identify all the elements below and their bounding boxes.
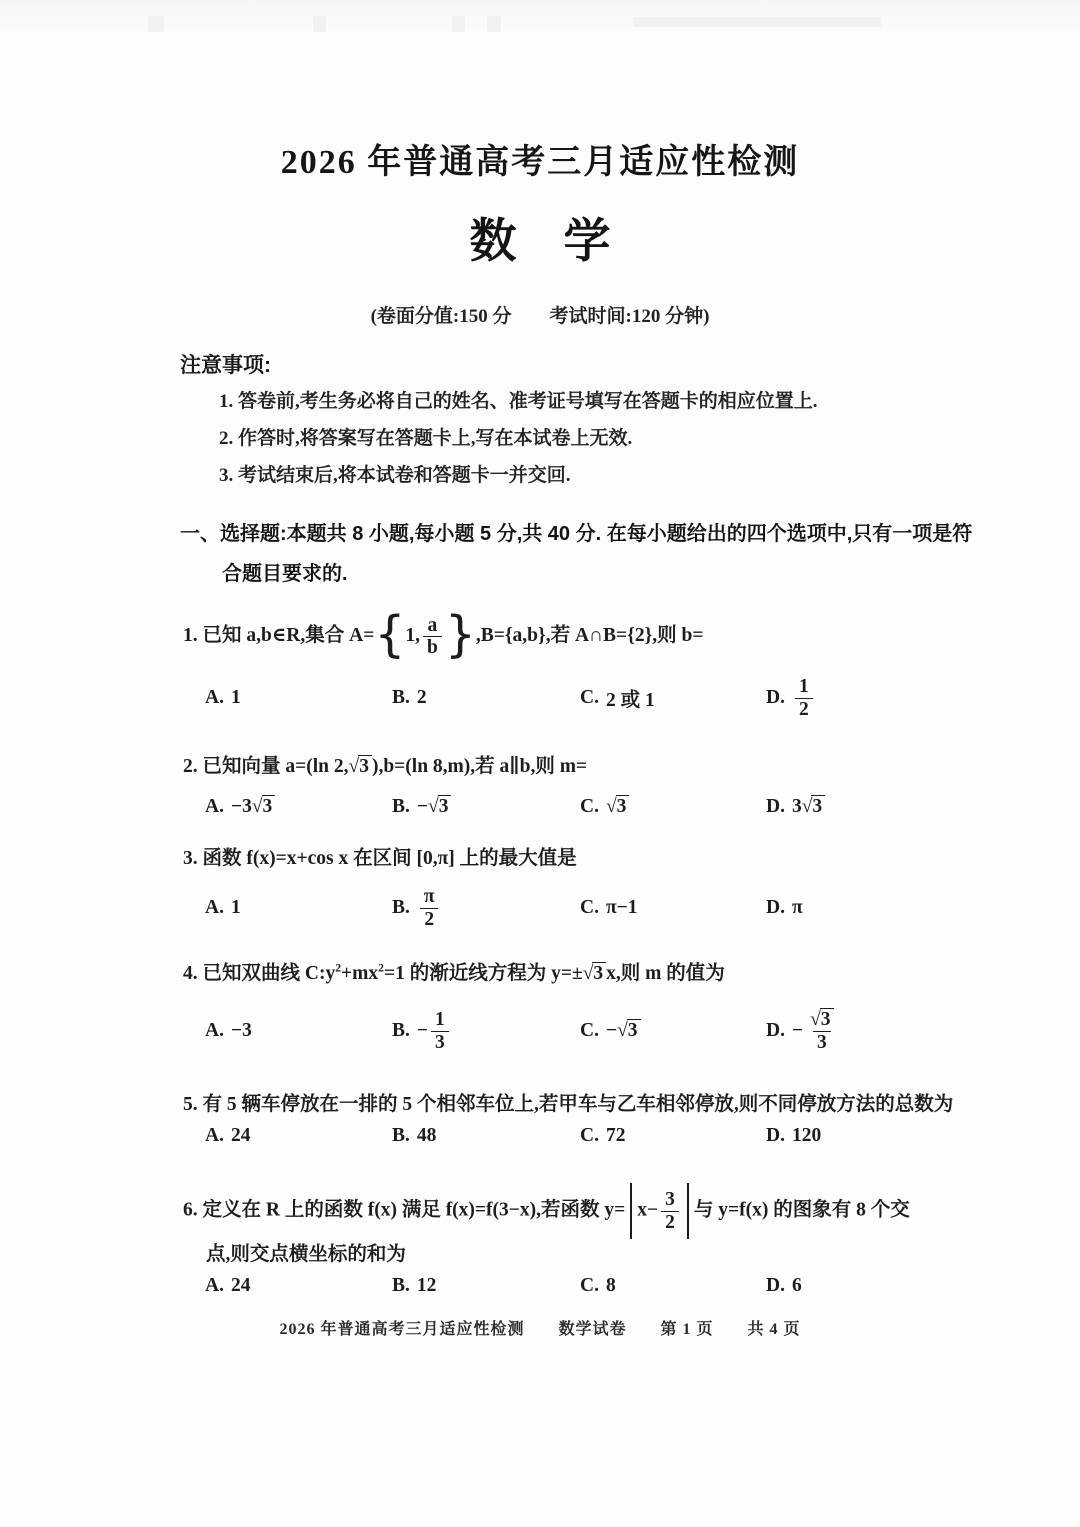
- q6-text: 点,则交点横坐标的和为: [206, 1244, 406, 1265]
- fraction: $\frac{a}{b}$: [423, 615, 442, 658]
- q2-option-a: A. −3 √3: [205, 795, 392, 819]
- fraction: $\frac{1}{2}$: [795, 676, 813, 719]
- q5-option-c: C. 72: [580, 1125, 626, 1146]
- q3-text: 3. 函数 f(x)=x+cos x 在区间 [0,π] 上的最大值是: [183, 848, 577, 869]
- page-footer: 2026 年普通高考三月适应性检测 数学试卷 第 1 页 共 4 页: [279, 1321, 801, 1338]
- q5-text: 5. 有 5 辆车停放在一排的 5 个相邻车位上,若甲车与乙车相邻停放,则不同停放方法的总数为: [183, 1094, 954, 1115]
- question-3-stem: [183, 842, 1050, 870]
- question-4-options: [183, 1006, 1050, 1056]
- notice-item-1: 1. 答卷前,考生务必将自己的姓名、准考证号填写在答题卡的相应位置上.: [219, 391, 818, 412]
- section-heading-line2: 合题目要求的.: [222, 563, 348, 585]
- question-2-options: [183, 795, 1050, 819]
- abs-bar-icon: [630, 1183, 632, 1239]
- q3-option-a: A. 1: [205, 897, 241, 918]
- q6-text: 6. 定义在 R 上的函数 f(x) 满足 f(x)=f(3−x),若函数 y=: [183, 1199, 626, 1221]
- q3-option-b: B. $\frac{\pi}{2}$: [392, 884, 580, 932]
- question-3-options: [183, 884, 1050, 932]
- question-1-options: [183, 674, 1050, 722]
- scan-artifact: [148, 16, 164, 32]
- exponent: 2: [378, 961, 384, 975]
- question-1-stem: [183, 606, 1050, 663]
- sqrt: √3: [252, 796, 275, 818]
- sqrt: √3: [617, 1020, 640, 1042]
- q5-option-d: D. 120: [766, 1125, 822, 1146]
- q1-option-c: C. 2 或 1: [580, 687, 655, 711]
- q4-option-c: C. − √3: [580, 1019, 766, 1043]
- exam-meta: (卷面分值:150 分 考试时间:120 分钟): [370, 306, 710, 327]
- question-6-stem-line1: [183, 1183, 1050, 1239]
- abs-bar-icon: [687, 1183, 689, 1239]
- question-6-options: [183, 1274, 1050, 1298]
- q1-option-b: B. 2: [392, 687, 427, 708]
- section-heading-line1: 一、选择题:本题共 8 小题,每小题 5 分,共 40 分. 在每小题给出的四个选项中,只有一项是符: [180, 523, 973, 545]
- question-5-stem: [183, 1088, 1050, 1116]
- q2-text: ),b=(ln 8,m),若 a∥b,则 m=: [371, 756, 588, 777]
- q3-option-c: C. π−1: [580, 897, 638, 918]
- notice-item-3: 3. 考试结束后,将本试卷和答题卡一并交回.: [219, 465, 571, 486]
- scan-artifact: [487, 16, 501, 32]
- q1-text: 1. 已知 a,b∈R,集合 A=: [183, 625, 375, 647]
- q6-text: 与 y=f(x) 的图象有 8 个交: [693, 1199, 910, 1221]
- notice-heading: 注意事项:: [180, 354, 271, 377]
- q4-text: +mx: [341, 963, 379, 984]
- q2-option-b: B. − √3: [392, 795, 580, 819]
- exponent: 2: [335, 961, 342, 975]
- exam-subject: 数 学: [469, 216, 611, 268]
- fraction: $\frac{1}{3}$: [431, 1009, 449, 1052]
- q3-option-d: D. π: [766, 897, 803, 918]
- q1-option-a: A. 1: [205, 687, 241, 708]
- close-brace-icon: }: [444, 606, 476, 663]
- q2-option-c: C. √3: [580, 795, 766, 819]
- open-brace-icon: {: [374, 606, 406, 663]
- q2-option-d: D. 3 √3: [766, 795, 1050, 819]
- q4-text: x,则 m 的值为: [606, 963, 725, 984]
- question-6-stem-line2: [206, 1238, 1050, 1266]
- q5-option-a: A. 24: [205, 1125, 251, 1146]
- q1-option-d: D. $\frac{1}{2}$: [766, 674, 1050, 722]
- scan-artifact: [452, 16, 465, 32]
- fraction: $\frac{3}{2}$: [661, 1189, 679, 1232]
- q5-option-b: B. 48: [392, 1125, 437, 1146]
- scan-artifact: [633, 17, 881, 27]
- q4-option-a: A. −3: [205, 1020, 252, 1041]
- q4-option-b: B. − $\frac{1}{3}$: [392, 1006, 580, 1056]
- q6-option-c: C. 8: [580, 1275, 616, 1296]
- q2-text: 2. 已知向量 a=(ln 2,: [183, 756, 349, 777]
- question-5-options: [183, 1124, 1050, 1148]
- q4-option-d: D. − $\frac{√3}{3}$: [766, 1006, 1050, 1056]
- scan-artifact: [313, 16, 326, 32]
- q1-text: ,B={a,b},若 A∩B={2},则 b=: [475, 625, 704, 647]
- question-4-stem: [183, 957, 1050, 985]
- q6-option-b: B. 12: [392, 1275, 437, 1296]
- q6-option-d: D. 6: [766, 1275, 802, 1296]
- sqrt: √3: [428, 796, 451, 818]
- exam-title: 2026 年普通高考三月适应性检测: [280, 144, 800, 181]
- sqrt: √3: [583, 963, 606, 985]
- q6-abs-inner: x−: [637, 1199, 659, 1221]
- fraction: $\frac{\pi}{2}$: [420, 886, 439, 929]
- q1-set-inner: 1,: [405, 625, 420, 647]
- sqrt: √3: [802, 796, 825, 818]
- sqrt: √3: [810, 1009, 833, 1030]
- q6-option-a: A. 24: [205, 1275, 251, 1296]
- question-2-stem: [183, 750, 1050, 778]
- q4-text: =1 的渐近线方程为 y=±: [384, 963, 583, 984]
- q4-text: 4. 已知双曲线 C:y: [183, 963, 336, 984]
- notice-item-2: 2. 作答时,将答案写在答题卡上,写在本试卷上无效.: [219, 428, 633, 449]
- sqrt: √3: [349, 756, 372, 778]
- sqrt: √3: [606, 796, 629, 818]
- fraction: $\frac{√3}{3}$: [806, 1009, 837, 1052]
